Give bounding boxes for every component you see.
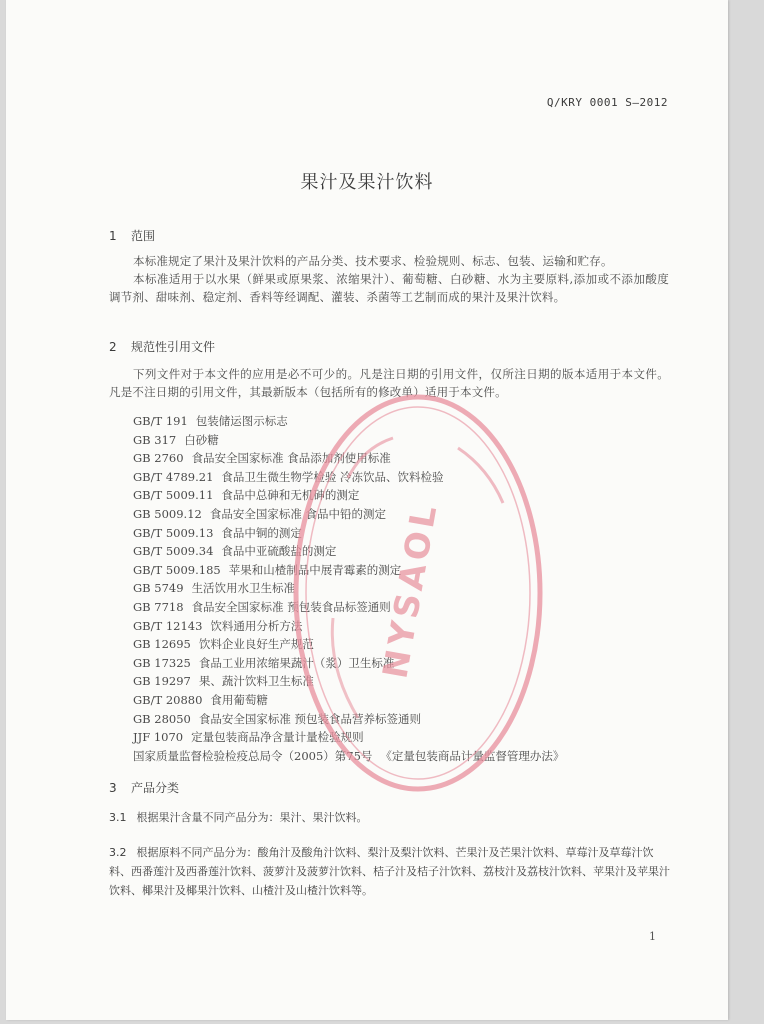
reference-code: GB 17325: [133, 655, 191, 670]
reference-item: [133, 524, 564, 543]
reference-item: [133, 412, 564, 431]
document-page: [6, 0, 728, 1020]
reference-title: 生活饮用水卫生标准: [191, 581, 296, 596]
reference-title: 定量包装商品净含量计量检验规则: [191, 730, 364, 745]
reference-item: [133, 598, 564, 617]
reference-code: GB 5749: [133, 581, 184, 596]
reference-title: 食品中铜的测定: [221, 525, 302, 540]
reference-title: 食品安全国家标准 食品添加剂使用标准: [191, 451, 391, 466]
reference-code: GB/T 5009.13: [133, 525, 214, 540]
reference-item: [133, 449, 564, 468]
page-title: 果汁及果汁饮料: [300, 172, 434, 193]
reference-title: 果、蔬汁饮料卫生标准: [198, 674, 314, 689]
svg-text:NYSAOL: NYSAOL: [375, 498, 446, 682]
reference-code: GB 5009.12: [133, 506, 202, 521]
reference-item: [133, 635, 564, 654]
section-number: 3: [109, 781, 117, 795]
scope-paragraph-1: 本标准规定了果汁及果汁饮料的产品分类、技术要求、检验规则、标志、包装、运输和贮存。: [133, 254, 613, 268]
reference-item: [133, 654, 564, 673]
reference-item: [133, 542, 564, 561]
reference-title: 食品安全国家标准 食品中铅的测定: [209, 506, 387, 521]
reference-code: GB/T 191: [133, 414, 188, 428]
reference-title: 饮料通用分析方法: [210, 618, 303, 633]
reference-item: [133, 561, 564, 580]
reference-title: 食品中亚硫酸盐的测定: [221, 544, 337, 559]
reference-item: [133, 672, 564, 691]
reference-title: 白砂糖: [184, 432, 219, 447]
clause-3-2: [109, 843, 671, 900]
document-code: Q/KRY 0001 S—2012: [546, 96, 668, 109]
reference-code: GB 2760: [133, 451, 184, 466]
clause-text: 根据果汁含量不同产品分为：果汁、果汁饮料。: [136, 811, 368, 824]
reference-item: [133, 431, 564, 450]
clause-text: 根据原料不同产品分为：酸角汁及酸角汁饮料、梨汁及梨汁饮料、芒果汁及芒果汁饮料、草莓汁及草莓汁饮料、西番莲汁及西番莲汁饮料、菠萝汁及菠萝汁饮料、桔子汁及桔子汁饮料、荔枝汁及荔枝汁饮料、苹果汁及苹果汁饮料、椰果汁及椰果汁饮料、山楂汁及山楂汁饮料等。: [109, 846, 670, 897]
reference-code: GB/T 4789.21: [133, 469, 214, 484]
reference-title: 食品安全国家标准 预包装食品标签通则: [191, 599, 391, 614]
section-heading-classification: [109, 779, 179, 796]
reference-code: GB/T 12143: [133, 618, 203, 633]
reference-item: [133, 579, 564, 598]
section-title: 规范性引用文件: [131, 340, 216, 354]
reference-code: GB 7718: [133, 599, 184, 614]
reference-item: [133, 617, 564, 636]
reference-title: 食品工业用浓缩果蔬汁（浆）卫生标准: [198, 655, 395, 670]
clause-number: 3.2: [109, 846, 127, 859]
section-heading-references: [109, 338, 215, 355]
section-title: 产品分类: [131, 781, 180, 795]
reference-title: 饮料企业良好生产规范: [198, 637, 314, 652]
section-heading-scope: [109, 227, 155, 244]
references-intro: 下列文件对于本文件的应用是必不可少的。凡是注日期的引用文件，仅所注日期的版本适用于本文件。凡是不注日期的引用文件，其最新版本（包括所有的修改单）适用于本文件。: [109, 367, 669, 399]
reference-item: [133, 468, 564, 487]
reference-item: [133, 486, 564, 505]
reference-code: GB 19297: [133, 674, 191, 689]
reference-code: GB 317: [133, 432, 177, 447]
reference-code: GB/T 5009.185: [133, 562, 221, 577]
reference-item: [133, 747, 564, 766]
reference-code: 国家质量监督检验检疫总局令（2005）第75号: [133, 748, 373, 763]
reference-code: GB 28050: [133, 711, 191, 726]
reference-item: [133, 691, 564, 710]
reference-title: 食品卫生微生物学检验 冷冻饮品、饮料检验: [221, 469, 444, 484]
reference-title: 食用葡萄糖: [210, 692, 268, 707]
reference-item: [133, 710, 564, 729]
page-number: 1: [649, 930, 656, 943]
clause-number: 3.1: [109, 811, 127, 824]
reference-code: GB 12695: [133, 637, 191, 652]
reference-title: 食品中总砷和无机砷的测定: [221, 488, 360, 503]
section-number: 1: [109, 229, 117, 243]
reference-code: GB/T 5009.34: [133, 544, 214, 559]
section-title: 范围: [131, 229, 156, 243]
section-number: 2: [109, 340, 117, 354]
scope-paragraph-2: 本标准适用于以水果（鲜果或原果浆、浓缩果汁）、葡萄糖、白砂糖、水为主要原料,添加或不添加酸度调节剂、甜味剂、稳定剂、香料等经调配、灌装、杀菌等工艺制而成的果汁及果汁饮料。: [109, 272, 669, 304]
reference-item: [133, 505, 564, 524]
reference-code: GB/T 20880: [133, 692, 203, 707]
reference-title: 苹果和山楂制品中展青霉素的测定: [228, 562, 402, 577]
reference-title: 《定量包装商品计量监督管理办法》: [380, 748, 565, 763]
reference-title: 食品安全国家标准 预包装食品营养标签通则: [198, 711, 422, 726]
reference-item: [133, 728, 564, 747]
clause-3-1: [109, 808, 671, 827]
reference-title: 包装储运图示标志: [195, 414, 288, 428]
reference-code: GB/T 5009.11: [133, 488, 214, 503]
reference-list: [133, 412, 564, 765]
reference-code: JJF 1070: [133, 730, 184, 745]
